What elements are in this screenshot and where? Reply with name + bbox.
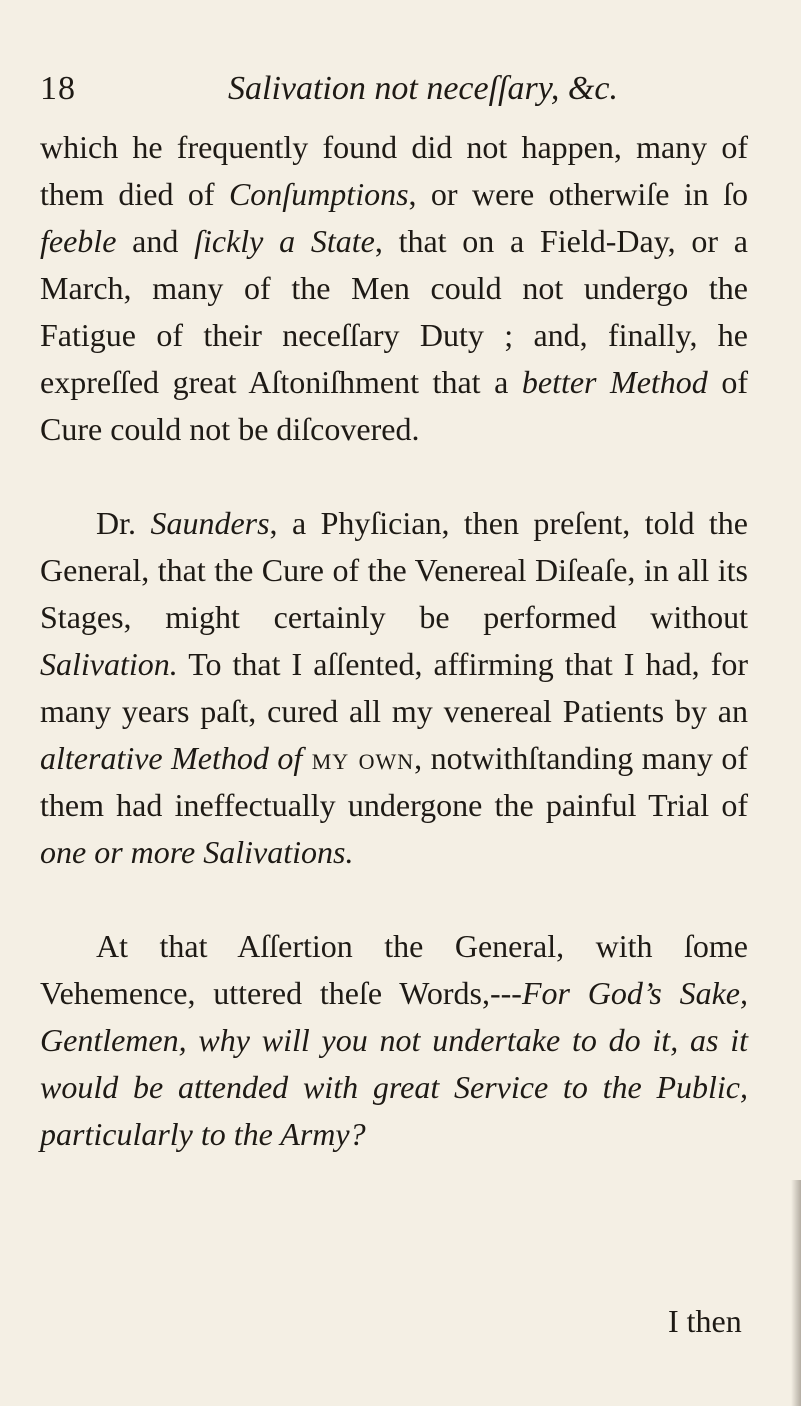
text-run: of Cure could not be diſcovered.	[40, 364, 749, 447]
paragraph-saunders	[40, 500, 748, 876]
text-run: , or were otherwiſe in ſo	[408, 176, 749, 212]
text-run: To that I aſſented, affirming that I had, for many years paſt, cured all my venereal Patients by an	[40, 646, 748, 729]
italic-run: Salivation.	[40, 646, 178, 682]
italic-run: feeble	[40, 223, 117, 259]
italic-run: better Method	[521, 364, 708, 400]
page-number: 18	[40, 70, 76, 107]
text-run: , a Phyſician, then preſent, told the General, that the Cure of the Venereal Diſeaſe, in all its Stages, might certainly be performed without	[40, 505, 749, 635]
catchword: I then	[668, 1303, 742, 1339]
italic-run: For God’s Sake, Gentlemen, why will you not undertake to do it, as it would be attended with great Service to the Public, particularly to the Army?	[40, 975, 749, 1152]
italic-run: Conſumptions	[228, 176, 409, 212]
text-run: At that Aſſertion the General, with ſome Vehemence, uttered theſe Words,---	[40, 928, 748, 1011]
body-text	[40, 124, 748, 1158]
text-run: which he frequently found did not happen, many of them died of	[40, 129, 748, 212]
paragraph-general-quote	[40, 923, 748, 1158]
page-header	[40, 70, 740, 120]
italic-run: Saunders	[150, 505, 270, 541]
italic-run: alterative Method of	[40, 740, 303, 776]
paragraph-continuation	[40, 124, 748, 453]
running-head: Salivation not neceſſary, &c.	[228, 70, 618, 107]
small-caps-run: my own	[302, 740, 415, 776]
text-run: , notwithſtanding many of them had ineffectually undergone the painful Trial of	[40, 740, 749, 823]
italic-run: one or more Salivations.	[40, 834, 354, 870]
text-run: Dr.	[96, 505, 151, 541]
text-run: and	[116, 223, 195, 259]
text-run: , that on a Field-Day, or a March, many of the Men could not undergo the Fatigue of their neceſſary Duty ; and, finally, he expreſſed great Aſtoniſhment that a	[40, 223, 748, 400]
italic-run: ſickly a State	[194, 223, 375, 259]
page-edge-shadow	[791, 1180, 801, 1406]
